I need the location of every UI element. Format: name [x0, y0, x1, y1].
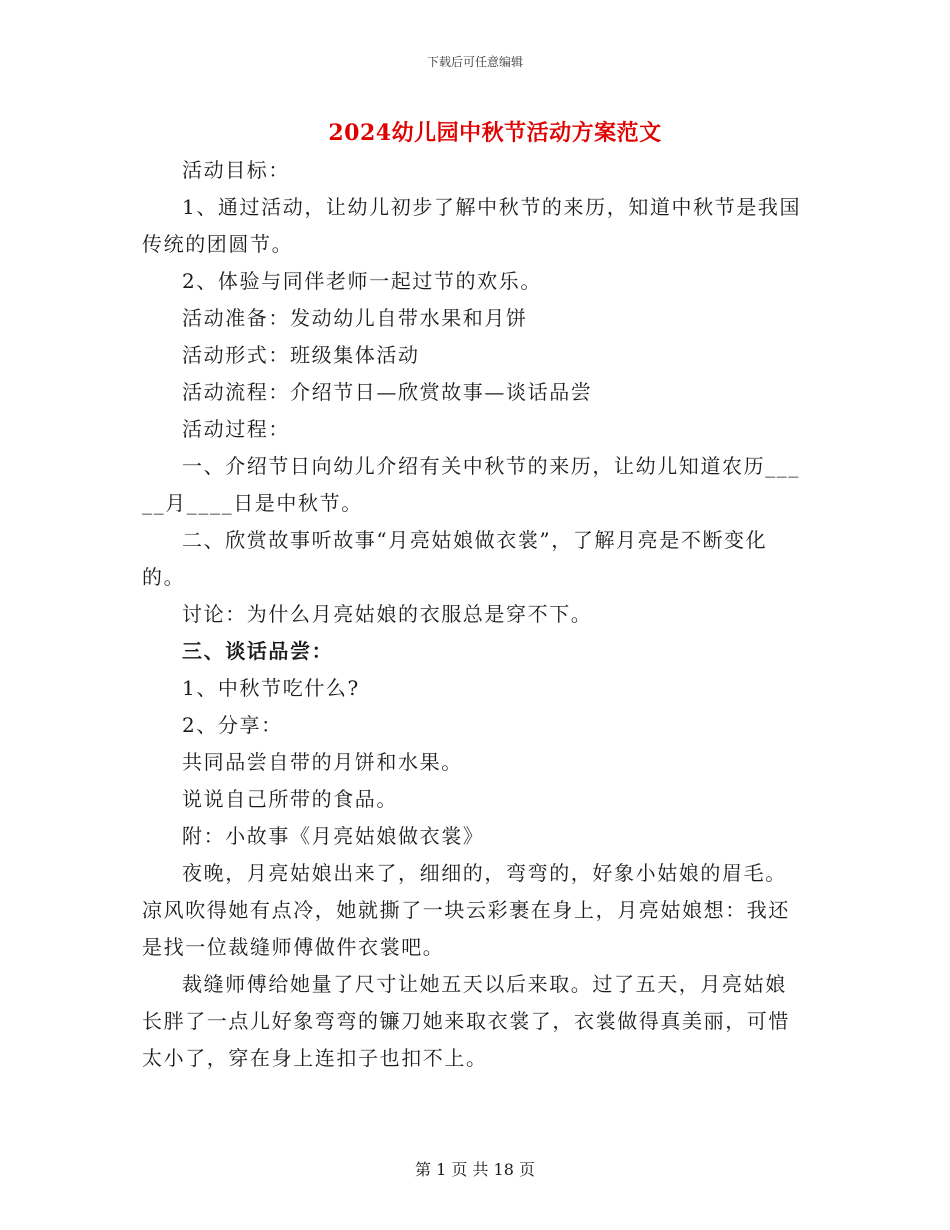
paragraph-process-heading: 活动过程： [182, 417, 290, 441]
paragraph-goal-1: 1、通过活动，让幼儿初步了解中秋节的来历，知道中秋节是我国传统的团圆节。 [142, 195, 802, 256]
paragraph-goal-2: 2、体验与同伴老师一起过节的欢乐。 [182, 269, 542, 293]
paragraph-step-1: 一、介绍节日向幼儿介绍有关中秋节的来历，让幼儿知道农历_____月____日是中秋节。 [142, 454, 800, 515]
paragraph-step-2: 二、欣赏故事听故事“月亮姑娘做衣裳”，了解月亮是不断变化的。 [142, 528, 768, 589]
paragraph-taste-together: 共同品尝自带的月饼和水果。 [182, 750, 463, 774]
paragraph-talk-food: 说说自己所带的食品。 [182, 787, 398, 811]
paragraph-flow: 活动流程：介绍节日—欣赏故事—谈话品尝 [182, 380, 593, 404]
paragraph-step-3-heading: 三、谈话品尝： [182, 639, 334, 663]
paragraph-format: 活动形式：班级集体活动 [182, 343, 420, 367]
paragraph-activity-goals-heading: 活动目标： [182, 158, 290, 182]
paragraph-story-2: 裁缝师傅给她量了尺寸让她五天以后来取。过了五天，月亮姑娘长胖了一点儿好象弯弯的镰刀她来取衣裳了，衣裳做得真美丽，可惜太小了，穿在身上连扣子也扣不上。 [142, 972, 790, 1070]
paragraph-question-1: 1、中秋节吃什么? [182, 676, 360, 700]
document-title: 2024幼儿园中秋节活动方案范文 [328, 120, 662, 146]
paragraph-appendix-title: 附：小故事《月亮姑娘做衣裳》 [182, 824, 485, 848]
paragraph-preparation: 活动准备：发动幼儿自带水果和月饼 [182, 306, 528, 330]
paragraph-story-1: 夜晚，月亮姑娘出来了，细细的，弯弯的，好象小姑娘的眉毛。凉风吹得她有点冷，她就撕了一块云彩裹在身上，月亮姑娘想：我还是找一位裁缝师傅做件衣裳吧。 [142, 861, 790, 959]
header-note: 下载后可任意编辑 [426, 55, 523, 69]
document-body [142, 152, 808, 1077]
paragraph-share: 2、分享： [182, 713, 283, 737]
paragraph-discussion: 讨论：为什么月亮姑娘的衣服总是穿不下。 [182, 602, 593, 626]
page-number: 第 1 页 共 18 页 [415, 1160, 535, 1179]
